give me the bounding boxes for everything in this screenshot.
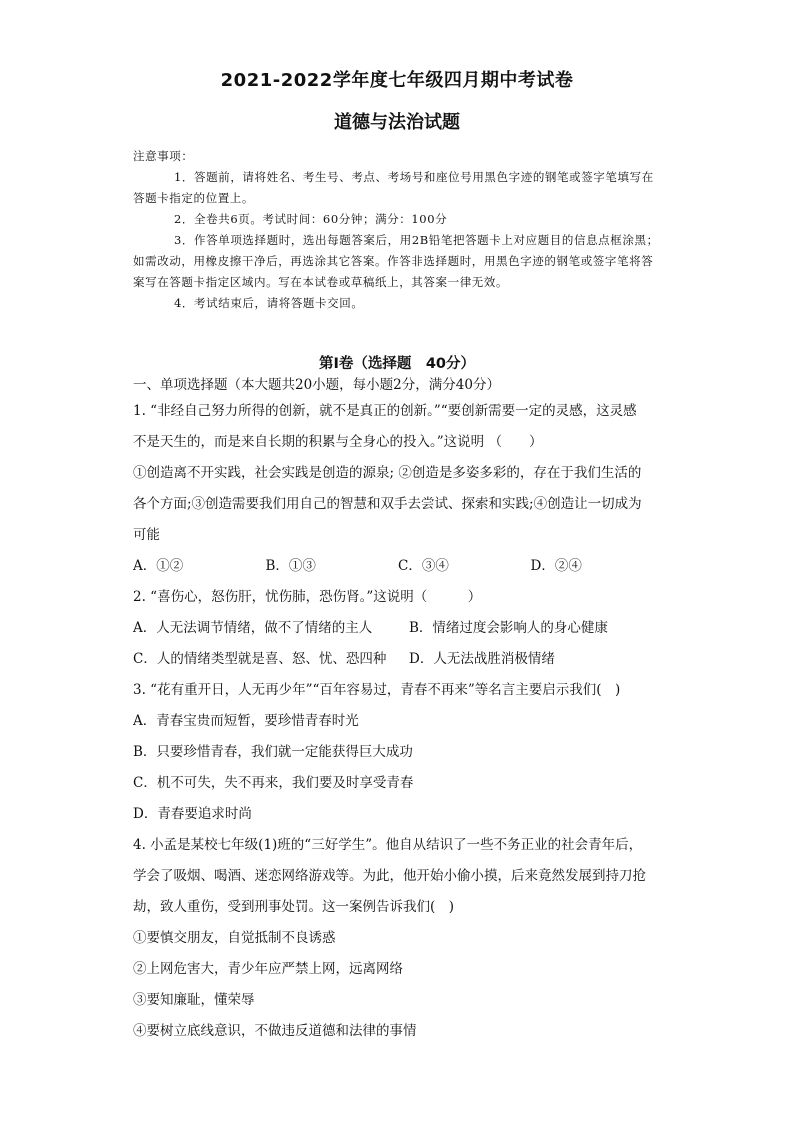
question-4-stem: 学会了吸烟、喝酒、迷恋网络游戏等。为此，他开始小偷小摸，后来竟然发展到持刀抢 bbox=[133, 868, 646, 884]
question-4-statement: ①要慎交朋友，自觉抵制不良诱惑 bbox=[133, 930, 336, 946]
option-d: D．青春要追求时尚 bbox=[133, 806, 252, 822]
question-4-statement: ②上网危害大，青少年应严禁上网，远离网络 bbox=[133, 961, 403, 977]
question-4-statement: ④要树立底线意识，不做违反道德和法律的事情 bbox=[133, 1023, 417, 1039]
option-a: A．青春宝贵而短暂，要珍惜青春时光 bbox=[133, 713, 359, 729]
question-1-stem: 不是天生的，而是来自长期的积累与全身心的投入。”这说明 （ ） bbox=[133, 434, 543, 450]
note-item: 4．考试结束后，请将答题卡交回。 bbox=[174, 296, 364, 310]
option-b: B．情绪过度会影响人的身心健康 bbox=[409, 620, 608, 636]
option-c: C．人的情绪类型就是喜、怒、忧、恐四种 bbox=[133, 651, 387, 667]
option-b: B．①③ bbox=[265, 558, 316, 574]
question-4-statement: ③要知廉耻，懂荣辱 bbox=[133, 992, 255, 1008]
option-b: B．只要珍惜青春，我们就一定能获得巨大成功 bbox=[133, 744, 413, 760]
option-a: A．①② bbox=[133, 558, 184, 574]
question-1-statement: ①创造离不开实践，社会实践是创造的源泉; ②创造是多姿多彩的，存在于我们生活的 bbox=[133, 465, 642, 481]
question-2-options-row1 bbox=[133, 613, 663, 644]
note-item: 2．全卷共6页。考试时间：60分钟；满分：100分 bbox=[174, 212, 448, 226]
question-3-stem: 3. “花有重开日，人无再少年”“百年容易过，青春不再来”等名言主要启示我们( ) bbox=[133, 682, 621, 698]
notes-heading: 注意事项： bbox=[133, 149, 194, 163]
notes-block bbox=[133, 146, 663, 314]
section-instruction: 一、单项选择题（本大题共20小题，每小题2分，满分40分） bbox=[133, 377, 500, 393]
option-c: C．③④ bbox=[398, 558, 449, 574]
exam-title: 2021-2022学年度七年级四月期中考试卷 bbox=[220, 70, 574, 91]
question-1-options bbox=[133, 551, 663, 582]
note-item: 3．作答单项选择题时，选出每题答案后，用2B铅笔把答题卡上对应题目的信息点框涂黑；如需改动，用橡皮擦干净后，再选涂其它答案。作答非选择题时，用黑色字迹的钢笔或签字笔将答案写在答题卡指定区域内。写在本试卷或草稿纸上，其答案一律无效。 bbox=[133, 233, 659, 289]
question-4-stem: 劫，致人重伤，受到刑事处罚。这一案例告诉我们( ) bbox=[133, 899, 455, 915]
option-d: D．②④ bbox=[530, 558, 582, 574]
option-a: A．人无法调节情绪，做不了情绪的主人 bbox=[133, 620, 373, 636]
question-2-options-row2 bbox=[133, 644, 663, 675]
question-1-statement: 可能 bbox=[133, 527, 160, 543]
question-1-stem: 1. “非经自己努力所得的创新，就不是真正的创新。”“要创新需要一定的灵感，这灵感 bbox=[133, 403, 637, 419]
note-item: 1．答题前，请将姓名、考生号、考点、考场号和座位号用黑色字迹的钢笔或签字笔填写在答题卡指定的位置上。 bbox=[133, 170, 654, 205]
section-title: 第I卷（选择题 40分） bbox=[318, 356, 476, 372]
question-1-statement: 各个方面;③创造需要我们用自己的智慧和双手去尝试、探索和实践;④创造让一切成为 bbox=[133, 496, 642, 512]
exam-subtitle: 道德与法治试题 bbox=[334, 112, 460, 133]
question-4-stem: 4. 小孟是某校七年级(1)班的“三好学生”。他自从结识了一些不务正业的社会青年后， bbox=[133, 837, 643, 853]
option-c: C．机不可失，失不再来，我们要及时享受青春 bbox=[133, 775, 414, 791]
option-d: D．人无法战胜消极情绪 bbox=[409, 651, 555, 667]
question-2-stem: 2. “喜伤心，怒伤肝，忧伤肺，恐伤肾。”这说明（ ） bbox=[133, 589, 482, 605]
questions-body bbox=[133, 374, 663, 1047]
